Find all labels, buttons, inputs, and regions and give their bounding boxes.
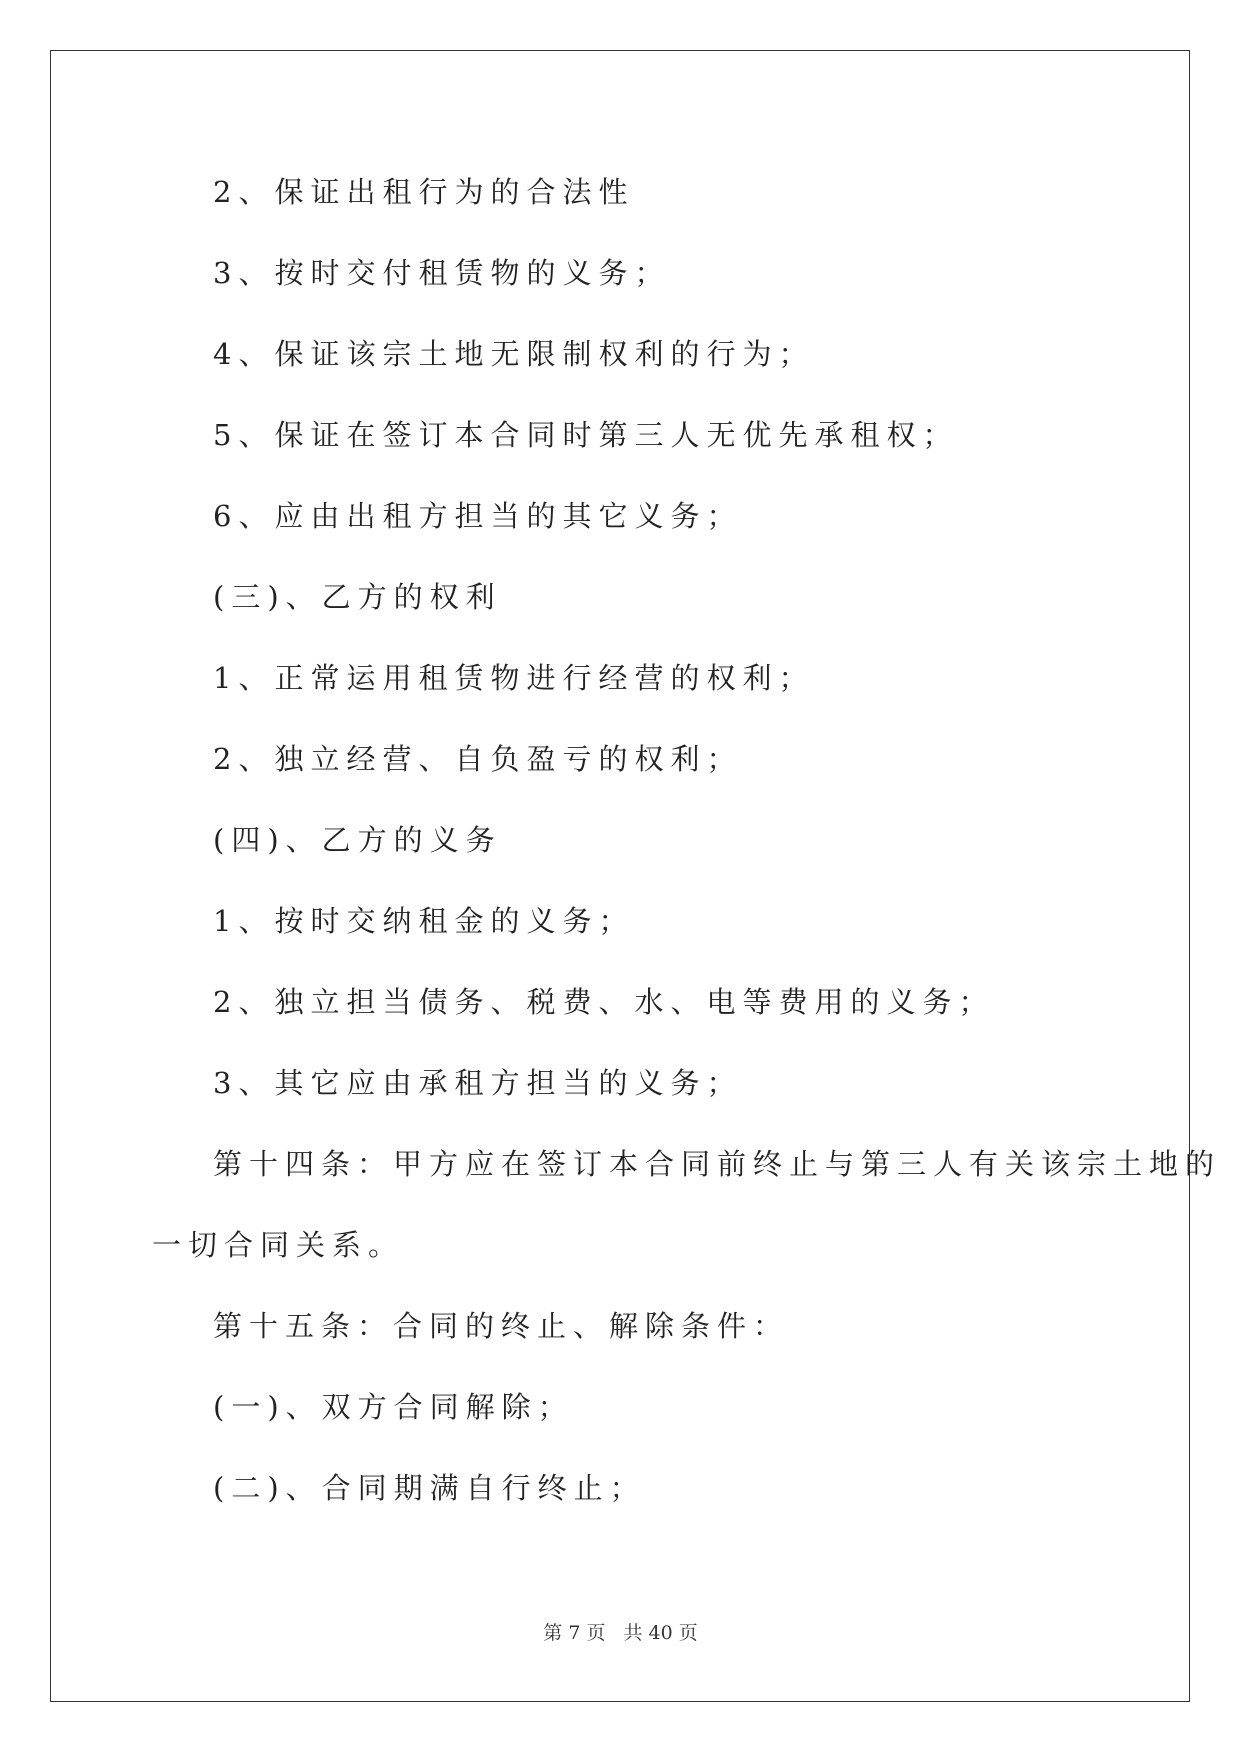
article-paragraph-continuation: 一切合同关系。 [152, 1228, 405, 1262]
page-number: 第 7 页 [543, 1622, 606, 1644]
article-paragraph: 第十五条：合同的终止、解除条件： [213, 1309, 790, 1343]
text-line: 2、保证出租行为的合法性 [213, 175, 635, 209]
text-line: 1、正常运用租赁物进行经营的权利； [213, 661, 815, 695]
text-line: 5、保证在签订本合同时第三人无优先承租权； [213, 418, 959, 452]
text-line: 3、其它应由承租方担当的义务； [213, 1066, 743, 1100]
text-line: (二)、合同期满自行终止； [213, 1471, 646, 1505]
text-line: 1、按时交纳租金的义务； [213, 904, 635, 938]
page-border [50, 50, 1190, 1702]
section-heading: (四)、乙方的义务 [213, 823, 502, 857]
text-line: 2、独立经营、自负盈亏的权利； [213, 742, 743, 776]
page-total: 共 40 页 [623, 1622, 698, 1644]
text-line: 3、按时交付租赁物的义务； [213, 256, 671, 290]
page-footer [0, 1618, 1241, 1645]
text-line: 6、应由出租方担当的其它义务； [213, 499, 743, 533]
section-heading: (三)、乙方的权利 [213, 580, 502, 614]
text-line: 2、独立担当债务、税费、水、电等费用的义务； [213, 985, 995, 1019]
text-line: 4、保证该宗土地无限制权利的行为； [213, 337, 815, 371]
text-line: (一)、双方合同解除； [213, 1390, 574, 1424]
article-paragraph: 第十四条：甲方应在签订本合同前终止与第三人有关该宗土地的 [213, 1147, 1222, 1181]
